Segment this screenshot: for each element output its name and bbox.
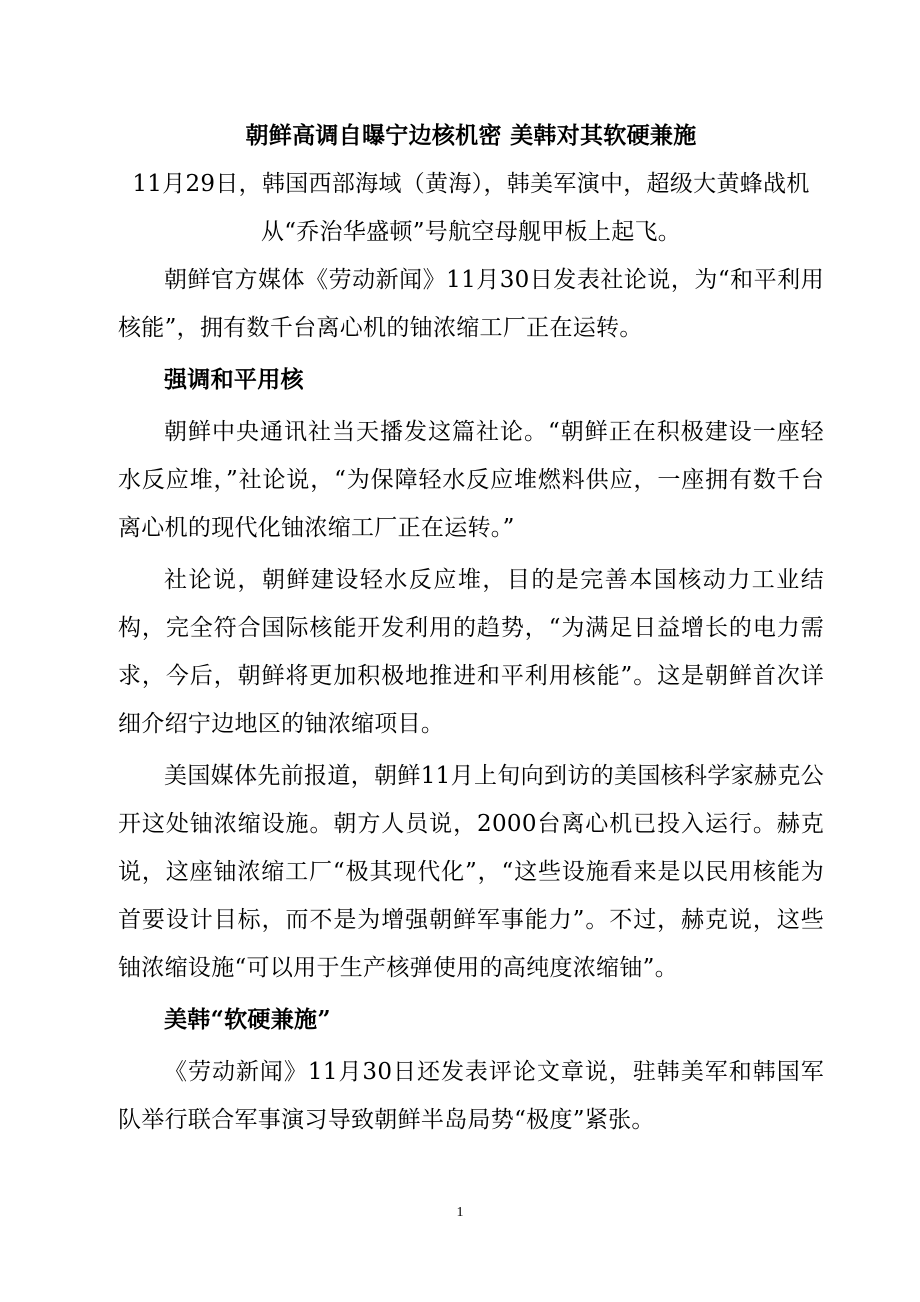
section1-paragraph-1: 朝鲜中央通讯社当天播发这篇社论。“朝鲜正在积极建设一座轻水反应堆，”社论说，“为保障轻水反应堆燃料供应，一座拥有数千台离心机的现代化铀浓缩工厂正在运转。” <box>118 419 824 541</box>
section1-paragraph-2: 社论说，朝鲜建设轻水反应堆，目的是完善本国核动力工业结构，完全符合国际核能开发利用的趋势，“为满足日益增长的电力需求，今后，朝鲜将更加积极地推进和平利用核能”。这是朝鲜首次详细介绍宁边地区的铀浓缩项目。 <box>118 567 824 737</box>
section-heading-peaceful-nuclear: 强调和平用核 <box>164 366 304 393</box>
intro-paragraph: 朝鲜官方媒体《劳动新闻》11月30日发表社论说，为“和平利用核能”，拥有数千台离心机的铀浓缩工厂正在运转。 <box>118 267 824 341</box>
photo-caption: 11月29日，韩国西部海域（黄海），韩美军演中，超级大黄蜂战机从“乔治华盛顿”号航空母舰甲板上起飞。 <box>132 171 810 245</box>
section1-paragraph-3: 美国媒体先前报道，朝鲜11月上旬向到访的美国核科学家赫克公开这处铀浓缩设施。朝方人员说，2000台离心机已投入运行。赫克说，这座铀浓缩工厂“极其现代化”，“这些设施看来是以民用核能为首要设计目标，而不是为增强朝鲜军事能力”。不过，赫克说，这些铀浓缩设施“可以用于生产核弹使用的高纯度浓缩铀”。 <box>118 763 824 981</box>
article-title: 朝鲜高调自曝宁边核机密 美韩对其软硬兼施 <box>245 122 697 149</box>
document-body <box>118 112 824 1148</box>
section-heading-us-korea: 美韩“软硬兼施” <box>164 1006 331 1033</box>
page-number: 1 <box>456 1205 464 1220</box>
section2-paragraph-1: 《劳动新闻》11月30日还发表评论文章说，驻韩美军和韩国军队举行联合军事演习导致朝鲜半岛局势“极度”紧张。 <box>118 1059 824 1133</box>
